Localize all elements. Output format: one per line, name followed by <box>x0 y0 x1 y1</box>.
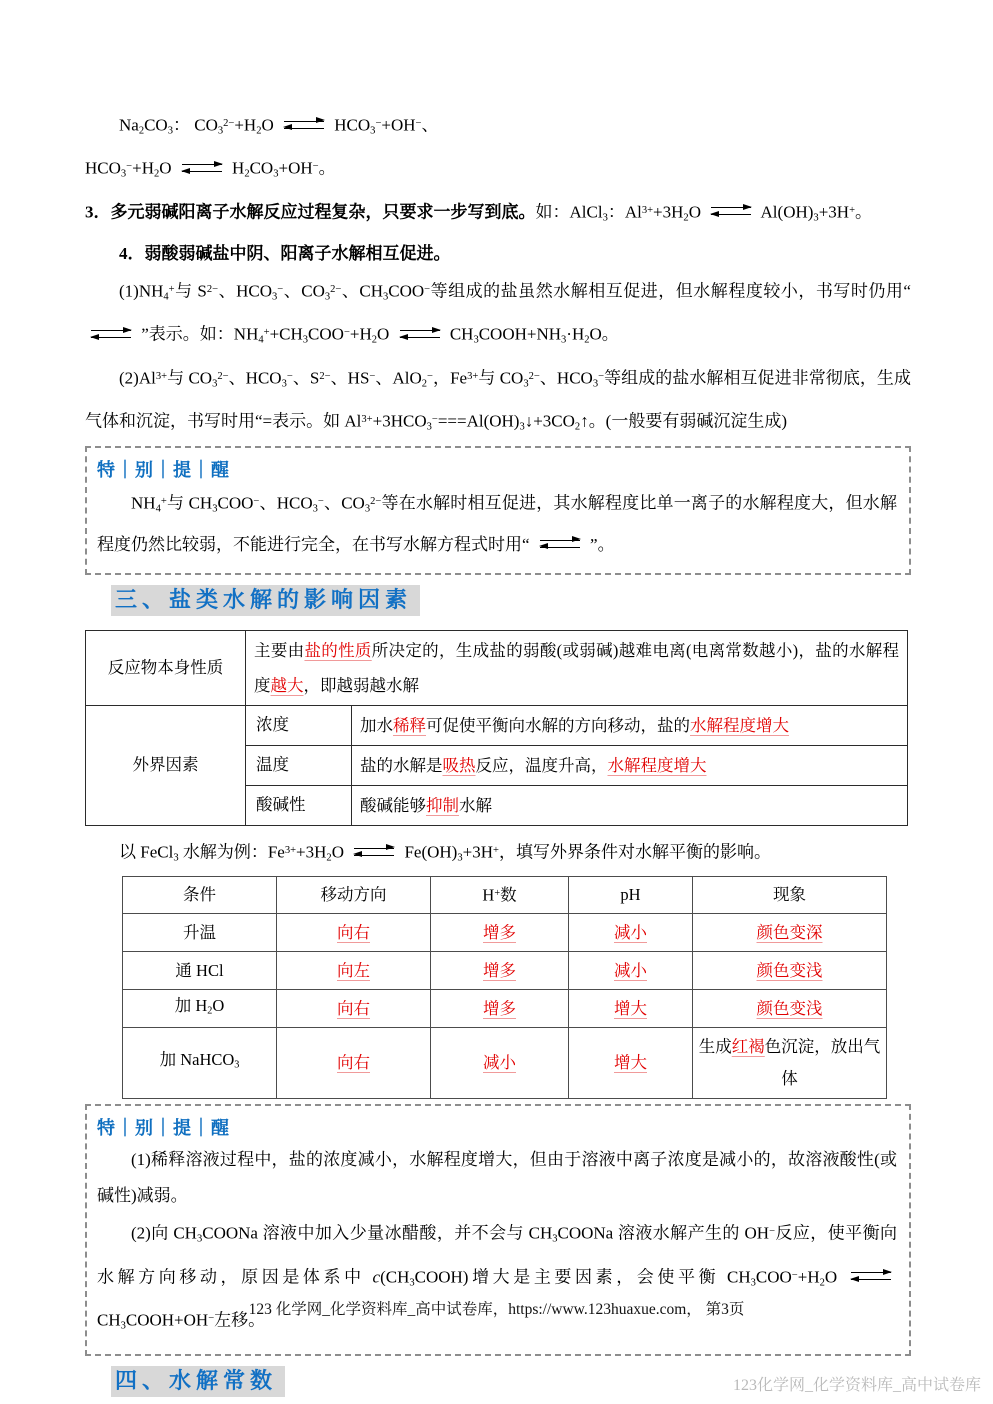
equilibrium-arrow-icon <box>539 536 581 552</box>
ph-cell: 减小 <box>569 914 693 952</box>
equilibrium-arrow-icon <box>283 117 325 133</box>
equilibrium-arrow-icon <box>710 203 752 219</box>
equation-line-hco3: $HCO_3^-+H_2O$ $H_2CO_3+OH^-$。 <box>85 159 336 180</box>
equilibrium-arrow-icon <box>850 1268 892 1284</box>
h-count-cell: 增多 <box>431 952 569 990</box>
phenomenon-cell: 颜色变浅 <box>693 952 887 990</box>
page-footer: 123 化学网_化学资料库_高中试卷库，https://www.123huaxue.com， 第3页 <box>248 1301 745 1318</box>
ph-cell: 增大 <box>569 1028 693 1099</box>
paragraph-rule-3: 3．多元弱碱阳离子水解反应过程复杂，只要求一步写到底。如：AlCl$_3$：$Al^{3+}+3H_2O$ $Al(OH)_3+3H^+$。 <box>85 202 873 224</box>
table-header-row <box>123 877 887 914</box>
reminder-point-2: (2)向 $CH_3COONa$ 溶液中加入少量冰醋酸，并不会与 $CH_3COONa$ 溶液水解产生的 OH−反应，使平衡向水解方向移动，原因是体系中 $c(CH_3COOH)$增大是主要因素，会使平衡 $CH_3COO^-+H_2O$ $CH_3COOH+OH^-$左移。 <box>97 1223 897 1332</box>
column-header: H+数 <box>431 877 569 914</box>
direction-cell: 向右 <box>277 914 431 952</box>
factor-text: 盐的水解是吸热反应，温度升高，水解程度增大 <box>352 745 908 785</box>
condition-cell: 通 HCl <box>123 952 277 990</box>
equilibrium-arrow-icon <box>181 160 223 176</box>
reminder-point-1: (1)稀释溶液过程中，盐的浓度减小，水解程度增大，但由于溶液中离子浓度是减小的，故溶液酸性(或碱性)减弱。 <box>97 1150 897 1206</box>
table-row <box>123 952 887 990</box>
factor-text: 酸碱能够抑制水解 <box>352 785 908 825</box>
condition-cell: 加 $H_2O$ <box>123 990 277 1028</box>
condition-cell: 升温 <box>123 914 277 952</box>
factors-table <box>85 630 908 826</box>
column-header: 条件 <box>123 877 277 914</box>
factors-row-label: 反应物本身性质 <box>86 630 246 705</box>
reminder-title: 特｜别｜提｜醒 <box>97 459 230 480</box>
reminder-title: 特｜别｜提｜醒 <box>97 1118 230 1139</box>
direction-cell: 向右 <box>277 1028 431 1099</box>
factors-row-text: 主要由盐的性质所决定的，生成盐的弱酸(或弱碱)越难电离(电离常数越小)，盐的水解程度越大，即越弱越水解 <box>246 630 908 705</box>
section-heading-row-3 <box>111 585 911 616</box>
phenomenon-cell: 生成红褐色沉淀，放出气体 <box>693 1028 887 1099</box>
column-header: 移动方向 <box>277 877 431 914</box>
equilibrium-arrow-icon <box>399 326 441 342</box>
ph-cell: 减小 <box>569 952 693 990</box>
table-row <box>123 990 887 1028</box>
fecl3-example-line: 以 FeCl$_3$ 水解为例：$Fe^{3+}+3H_2O$ $Fe(OH)_3+3H^+$，填写外界条件对水解平衡的影响。 <box>119 842 771 864</box>
table-row <box>86 705 908 745</box>
phenomenon-cell: 颜色变浅 <box>693 990 887 1028</box>
paragraph-mutual-promotion-2: $(2)Al^{3+}$与 $CO_3^{2-}$、$HCO_3^-$、$S^{2-}$、HS−、AlO$_2$−，$Fe^{3+}$与 $CO_3^{2-}$、$HCO_3^-$等组成的盐水解相互促进非常彻底，生成气体和沉淀，书写时用“=表示。如 $Al^{3+}+3HCO_3^-===Al(OH)_3↓+3CO_2↑$。(一般要有弱碱沉淀生成) <box>85 368 911 433</box>
equation-line-na2co3: $Na_2CO_3$： $CO_3^{2-}+H_2O$ $HCO_3^-+OH^-$、 <box>119 115 439 137</box>
condition-cell: 加 NaHCO$_3$ <box>123 1028 277 1099</box>
factor-label: 浓度 <box>246 705 352 745</box>
equilibrium-arrow-icon <box>90 326 132 342</box>
document-content <box>85 106 911 1397</box>
h-count-cell: 减小 <box>431 1028 569 1099</box>
influence-table <box>122 876 887 1099</box>
special-reminder-box-1 <box>85 446 911 575</box>
paragraph-mutual-promotion-1: $(1)NH_4^+$与 $S^{2-}$、$HCO_3^-$、$CO_3^{2-}$、$CH_3COO^-$等组成的盐虽然水解相互促进，但水解程度较小，书写时仍用“ ”表示。如：$NH_4^++CH_3COO^-+H_2O$ $CH_3COOH+NH_3\cdot H_2O$。 <box>85 272 911 359</box>
section-heading-4: 四、水解常数 <box>111 1366 285 1397</box>
h-count-cell: 增多 <box>431 990 569 1028</box>
ph-cell: 增大 <box>569 990 693 1028</box>
column-header: 现象 <box>693 877 887 914</box>
table-row <box>123 1028 887 1099</box>
factors-group-label: 外界因素 <box>86 705 246 825</box>
section-heading-3: 三、盐类水解的影响因素 <box>111 585 420 616</box>
reminder-body: $NH_4^+$与 $CH_3COO^-$、$HCO_3^-$、$CO_3^{2-}$等在水解时相互促进，其水解程度比单一离子的水解程度大，但水解程度仍然比较弱，不能进行完全，在书写水解方程式时用“ ”。 <box>97 493 897 554</box>
table-row <box>123 914 887 952</box>
equilibrium-arrow-icon <box>353 844 395 860</box>
site-watermark: 123化学网_化学资料库_高中试卷库 <box>732 1377 981 1394</box>
direction-cell: 向右 <box>277 990 431 1028</box>
factor-label: 温度 <box>246 745 352 785</box>
paragraph-rule-4: 4．弱酸弱碱盐中阴、阳离子水解相互促进。 <box>119 244 451 264</box>
factor-text: 加水稀释可促使平衡向水解的方向移动，盐的水解程度增大 <box>352 705 908 745</box>
table-row <box>86 630 908 705</box>
column-header: pH <box>569 877 693 914</box>
factor-label: 酸碱性 <box>246 785 352 825</box>
phenomenon-cell: 颜色变深 <box>693 914 887 952</box>
h-count-cell: 增多 <box>431 914 569 952</box>
direction-cell: 向左 <box>277 952 431 990</box>
